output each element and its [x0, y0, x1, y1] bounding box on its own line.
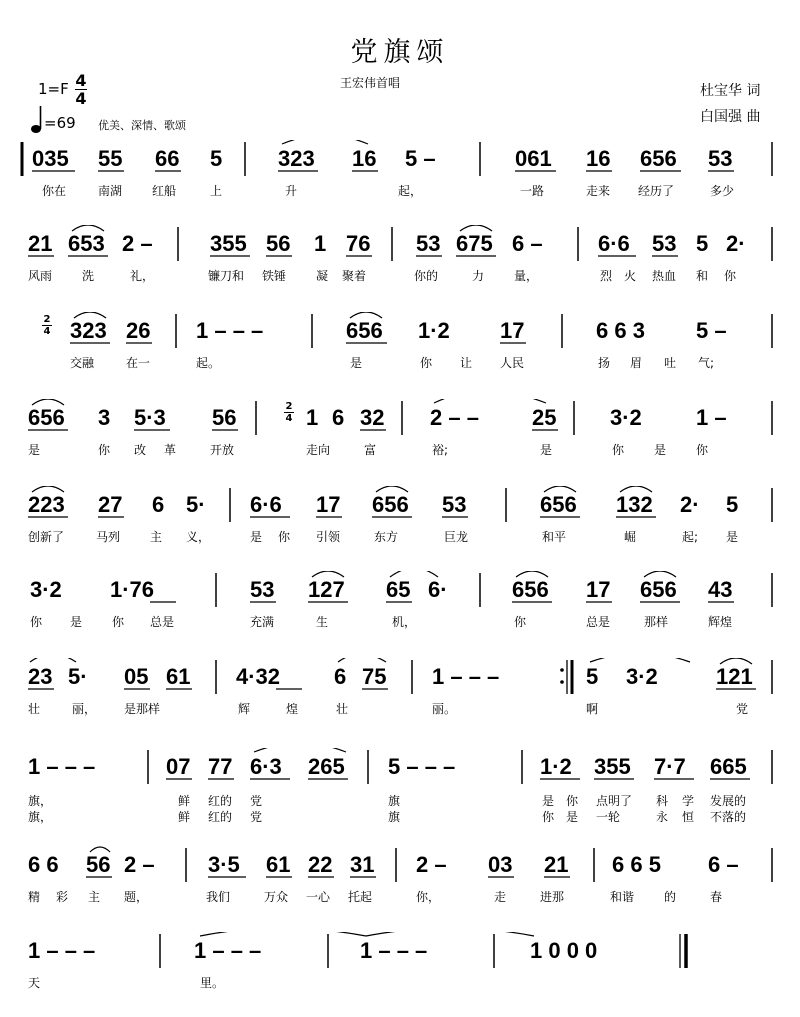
note-group: 07 — [166, 754, 191, 779]
lyric-syllable: 走向 — [306, 443, 331, 457]
lyric-syllable: 是 — [654, 443, 667, 457]
quarter-note-icon — [30, 104, 42, 134]
note-group: 6·6 — [598, 231, 630, 256]
notation-line-9 — [0, 846, 800, 882]
lyric-syllable: 煌 — [286, 702, 299, 716]
lyric-syllable: 辉煌 — [708, 615, 733, 629]
lyric-syllable: 点明了 — [596, 794, 633, 808]
lyric-syllable: 你 — [696, 443, 709, 457]
time-sig-top: 4 — [75, 71, 87, 90]
note-group: 223 — [28, 492, 65, 517]
note-group: 1 – – – — [28, 754, 96, 779]
key-signature: 1=F — [38, 80, 69, 98]
note-group: 5 – — [405, 146, 436, 171]
note-group: 17 — [500, 318, 525, 343]
lyric-syllable: 是那样 — [124, 702, 161, 716]
staff-line-1 — [0, 140, 800, 204]
note-group: 6 – — [708, 852, 739, 877]
notation-line-8 — [0, 748, 800, 784]
lyric-syllable: 铁锤 — [262, 269, 287, 283]
time-signature-change: 2 4 — [43, 314, 51, 337]
note-group: 31 — [350, 852, 375, 877]
time-signature — [74, 72, 88, 107]
lyric-syllable: 主 — [88, 890, 101, 904]
lyric-syllable: 裕; — [432, 443, 449, 457]
note-group: 3 — [98, 405, 111, 430]
note-group: 05 — [124, 664, 149, 689]
note-group: 6 6 — [28, 852, 59, 877]
lyric-syllable: 你 — [278, 530, 291, 544]
lyric-syllable: 彩 — [56, 890, 69, 904]
note-group: 5 – — [696, 318, 727, 343]
staff-line-5 — [0, 486, 800, 550]
note-group: 5· — [186, 492, 206, 517]
note-group: 4·32 — [236, 664, 281, 689]
lyric-syllable: 让 — [460, 356, 473, 370]
note-group: 53 — [416, 231, 441, 256]
note-group: 65 — [386, 577, 411, 602]
lyric-syllable: 啊 — [586, 702, 599, 716]
note-group: 76 — [346, 231, 371, 256]
lyric-syllable: 恒 — [682, 810, 695, 824]
lyric-syllable: 走 — [494, 890, 507, 904]
note-group: 2· — [680, 492, 700, 517]
lyric-syllable: 天 — [28, 976, 41, 990]
lyric-syllable: 旗 — [388, 810, 401, 824]
note-group: 21 — [544, 852, 569, 877]
staff-line-9 — [0, 846, 800, 910]
note-group: 656 — [540, 492, 577, 517]
staff-line-10 — [0, 932, 800, 996]
note-group: 656 — [640, 577, 677, 602]
lyric-syllable: 上 — [210, 184, 223, 198]
lyric-syllable: 开放 — [210, 443, 235, 457]
note-group: 675 — [456, 231, 493, 256]
lyric-syllable: 不落的 — [710, 810, 747, 824]
note-group: 355 — [594, 754, 631, 779]
note-group: 1 – – – — [28, 938, 96, 963]
note-group: 6 – — [512, 231, 543, 256]
lyric-syllable: 礼， — [130, 269, 155, 283]
note-group: 5 — [210, 146, 223, 171]
lyric-syllable: 是 — [566, 810, 579, 824]
lyric-syllable: 吐 — [664, 356, 677, 370]
lyric-syllable: 总是 — [150, 615, 175, 629]
note-group: 77 — [208, 754, 233, 779]
lyric-syllable: 丽。 — [432, 702, 457, 716]
note-group: 132 — [616, 492, 653, 517]
staff-line-4 — [0, 399, 800, 463]
lyric-syllable: 生 — [316, 615, 329, 629]
lyric-syllable: 你 — [566, 794, 579, 808]
note-group: 56 — [266, 231, 291, 256]
lyric-syllable: 和谐 — [610, 890, 635, 904]
note-group: 6 — [152, 492, 165, 517]
lyric-syllable: 鲜 — [178, 794, 191, 808]
lyric-syllable: 里。 — [200, 976, 225, 990]
note-group: 61 — [266, 852, 291, 877]
note-group: 53 — [652, 231, 677, 256]
lyric-syllable: 你， — [416, 890, 441, 904]
note-group: 121 — [716, 664, 753, 689]
note-group: 1·2 — [540, 754, 572, 779]
lyric-syllable: 凝 — [316, 269, 329, 283]
premiere-singer: 王宏伟首唱 — [340, 76, 401, 90]
lyric-syllable: 你在 — [42, 184, 67, 198]
note-group: 5· — [68, 664, 88, 689]
lyric-syllable: 党 — [250, 794, 263, 808]
note-group: 656 — [346, 318, 383, 343]
lyric-syllable: 充满 — [250, 615, 275, 629]
note-group: 6 — [332, 405, 345, 430]
note-group: 23 — [28, 664, 53, 689]
note-group: 53 — [250, 577, 275, 602]
lyric-syllable: 托起 — [348, 890, 373, 904]
note-group: 56 — [86, 852, 111, 877]
note-group: 656 — [640, 146, 677, 171]
lyric-syllable: 风雨 — [28, 269, 53, 283]
lyric-syllable: 旗 — [388, 794, 401, 808]
time-signature-change: 2 4 — [285, 401, 293, 424]
notation-line-1 — [0, 140, 800, 176]
lyricist-credit: 杜宝华 词 — [700, 83, 761, 99]
note-group: 3·2 — [626, 664, 658, 689]
lyric-syllable: 是 — [540, 443, 553, 457]
lyric-syllable: 一路 — [520, 184, 545, 198]
lyric-syllable: 发展的 — [710, 794, 747, 808]
lyric-syllable: 你 — [30, 615, 43, 629]
note-group: 1 – – – — [196, 318, 264, 343]
note-group: 17 — [316, 492, 341, 517]
lyric-syllable: 是 — [70, 615, 83, 629]
note-group: 27 — [98, 492, 123, 517]
lyric-syllable: 你 — [542, 810, 555, 824]
lyric-syllable: 洗 — [82, 269, 95, 283]
note-group: 75 — [362, 664, 387, 689]
tempo-marking: =69 — [44, 114, 76, 132]
lyric-syllable: 交融 — [70, 356, 95, 370]
lyric-syllable: 是 — [250, 530, 263, 544]
note-group: 1·2 — [418, 318, 450, 343]
note-group: 6 — [334, 664, 347, 689]
lyric-syllable: 旗， — [28, 794, 53, 808]
song-title: 党旗颂 — [350, 37, 450, 68]
lyric-syllable: 精 — [28, 890, 41, 904]
note-group: 21 — [28, 231, 53, 256]
note-group: 43 — [708, 577, 733, 602]
lyric-syllable: 进那 — [540, 890, 565, 904]
lyric-syllable: 我们 — [206, 890, 231, 904]
lyric-syllable: 万众 — [264, 890, 289, 904]
note-group: 1 – – – — [360, 938, 428, 963]
lyric-syllable: 总是 — [586, 615, 611, 629]
lyric-syllable: 东方 — [374, 530, 399, 544]
expression-marking: 优美、深情、歌颂 — [98, 119, 186, 132]
lyric-syllable: 热血 — [652, 269, 677, 283]
lyric-syllable: 崛 — [624, 530, 637, 544]
note-group: 323 — [278, 146, 315, 171]
note-group: 3·2 — [30, 577, 62, 602]
note-group: 1·76 — [110, 577, 155, 602]
note-group: 656 — [372, 492, 409, 517]
note-group: 53 — [708, 146, 733, 171]
lyric-syllable: 义， — [186, 530, 211, 544]
lyric-syllable: 马列 — [96, 530, 121, 544]
lyric-syllable: 火 — [624, 269, 637, 283]
lyric-syllable: 你 — [724, 269, 737, 283]
note-group: 1 — [314, 231, 327, 256]
lyric-syllable: 走来 — [586, 184, 611, 198]
lyric-syllable: 人民 — [500, 356, 525, 370]
note-group: 66 — [155, 146, 180, 171]
note-group: 6 6 3 — [596, 318, 645, 343]
lyric-syllable: 旗， — [28, 810, 53, 824]
lyric-syllable: 镰刀和 — [208, 269, 245, 283]
lyric-syllable: 你的 — [414, 269, 439, 283]
lyric-syllable: 扬 — [598, 356, 611, 370]
note-group: 2 – – — [430, 405, 479, 430]
lyric-syllable: 党 — [736, 702, 749, 716]
note-group: 2 – — [124, 852, 155, 877]
lyric-syllable: 机， — [392, 615, 417, 629]
note-group: 3·2 — [610, 405, 642, 430]
note-group: 6·6 — [250, 492, 282, 517]
lyric-syllable: 和平 — [542, 530, 567, 544]
lyric-syllable: 巨龙 — [444, 530, 469, 544]
lyric-syllable: 升 — [285, 184, 298, 198]
lyric-syllable: 你 — [98, 443, 111, 457]
lyric-syllable: 起， — [398, 184, 423, 198]
lyric-syllable: 你 — [514, 615, 527, 629]
lyric-syllable: 题， — [124, 890, 149, 904]
lyric-syllable: 党 — [250, 810, 263, 824]
note-group: 5 — [696, 231, 709, 256]
notation-line-4 — [0, 399, 800, 435]
lyric-syllable: 眉 — [630, 356, 643, 370]
note-group: 6 6 5 — [612, 852, 661, 877]
composer-credit: 白国强 曲 — [700, 109, 761, 125]
note-group: 265 — [308, 754, 345, 779]
note-group: 7·7 — [654, 754, 686, 779]
notation-line-3 — [0, 312, 800, 348]
note-group: 16 — [352, 146, 377, 171]
time-sig-bottom: 4 — [75, 89, 87, 108]
note-group: 6· — [428, 577, 448, 602]
staff-line-3 — [0, 312, 800, 376]
lyric-syllable: 烈 — [600, 269, 613, 283]
notation-line-10 — [0, 932, 800, 968]
lyric-syllable: 你 — [612, 443, 625, 457]
lyric-syllable: 鲜 — [178, 810, 191, 824]
note-group: 5·3 — [134, 405, 166, 430]
note-group: 2 – — [122, 231, 153, 256]
lyric-syllable: 红的 — [208, 794, 233, 808]
lyric-syllable: 红船 — [152, 184, 177, 198]
staff-line-2 — [0, 225, 800, 289]
lyric-syllable: 是 — [726, 530, 739, 544]
lyric-syllable: 聚着 — [342, 269, 367, 283]
note-group: 1 – – – — [194, 938, 262, 963]
note-group: 323 — [70, 318, 107, 343]
lyric-syllable: 起; — [682, 530, 699, 544]
note-group: 5 — [726, 492, 739, 517]
lyric-syllable: 主 — [150, 530, 163, 544]
lyric-syllable: 你 — [112, 615, 125, 629]
lyric-syllable: 改 — [134, 443, 147, 457]
lyric-syllable: 永 — [656, 810, 669, 824]
staff-line-8 — [0, 748, 800, 828]
lyric-syllable: 辉 — [238, 702, 251, 716]
notation-line-5 — [0, 486, 800, 522]
lyric-syllable: 多少 — [710, 184, 735, 198]
lyric-syllable: 革 — [164, 443, 177, 457]
note-group: 03 — [488, 852, 513, 877]
lyric-syllable: 是 — [542, 794, 555, 808]
note-group: 25 — [532, 405, 557, 430]
note-group: 6·3 — [250, 754, 282, 779]
notation-line-6 — [0, 571, 800, 607]
lyric-syllable: 量， — [514, 269, 539, 283]
note-group: 1 — [306, 405, 319, 430]
lyric-syllable: 和 — [696, 269, 709, 283]
lyric-syllable: 经历了 — [638, 184, 675, 198]
note-group: 22 — [308, 852, 333, 877]
lyric-syllable: 气; — [698, 356, 715, 370]
lyric-syllable: 是 — [28, 443, 41, 457]
note-group: 2· — [726, 231, 746, 256]
note-group: 656 — [512, 577, 549, 602]
lyric-syllable: 春 — [710, 890, 723, 904]
note-group: 1 – — [696, 405, 727, 430]
lyric-syllable: 科 — [656, 794, 669, 808]
note-group: 5 — [586, 664, 599, 689]
note-group: 665 — [710, 754, 747, 779]
lyric-syllable: 创新了 — [28, 530, 65, 544]
notation-line-7 — [0, 658, 800, 694]
note-group: 656 — [28, 405, 65, 430]
note-group: 55 — [98, 146, 123, 171]
lyric-syllable: 一轮 — [596, 810, 621, 824]
note-group: 16 — [586, 146, 611, 171]
note-group: 3·5 — [208, 852, 240, 877]
lyric-syllable: 的 — [664, 890, 677, 904]
lyric-syllable: 富 — [364, 443, 377, 457]
lyric-syllable: 红的 — [208, 810, 233, 824]
lyric-syllable: 丽， — [72, 702, 97, 716]
lyric-syllable: 你 — [420, 356, 433, 370]
note-group: 61 — [166, 664, 191, 689]
note-group: 653 — [68, 231, 105, 256]
lyric-syllable: 起。 — [196, 356, 221, 370]
note-group: 53 — [442, 492, 467, 517]
note-group: 26 — [126, 318, 151, 343]
lyric-syllable: 一心 — [306, 890, 331, 904]
note-group: 56 — [212, 405, 237, 430]
note-group: 32 — [360, 405, 385, 430]
lyric-syllable: 力 — [472, 269, 485, 283]
note-group: 355 — [210, 231, 247, 256]
notation-line-2 — [0, 225, 800, 261]
lyric-syllable: 在一 — [126, 356, 151, 370]
note-group: 1 0 0 0 — [530, 938, 598, 963]
note-group: 061 — [515, 146, 552, 171]
note-group: 5 – – – — [388, 754, 456, 779]
lyric-syllable: 引领 — [316, 530, 341, 544]
staff-line-6 — [0, 571, 800, 635]
lyric-syllable: 壮 — [28, 702, 41, 716]
note-group: 2 – — [416, 852, 447, 877]
staff-line-7 — [0, 658, 800, 722]
lyric-syllable: 那样 — [644, 615, 669, 629]
note-group: 17 — [586, 577, 611, 602]
lyric-syllable: 南湖 — [98, 184, 123, 198]
note-group: 035 — [32, 146, 69, 171]
lyric-syllable: 壮 — [336, 702, 349, 716]
note-group: 127 — [308, 577, 345, 602]
lyric-syllable: 学 — [682, 794, 695, 808]
lyric-syllable: 是 — [350, 356, 363, 370]
note-group: 1 – – – — [432, 664, 500, 689]
